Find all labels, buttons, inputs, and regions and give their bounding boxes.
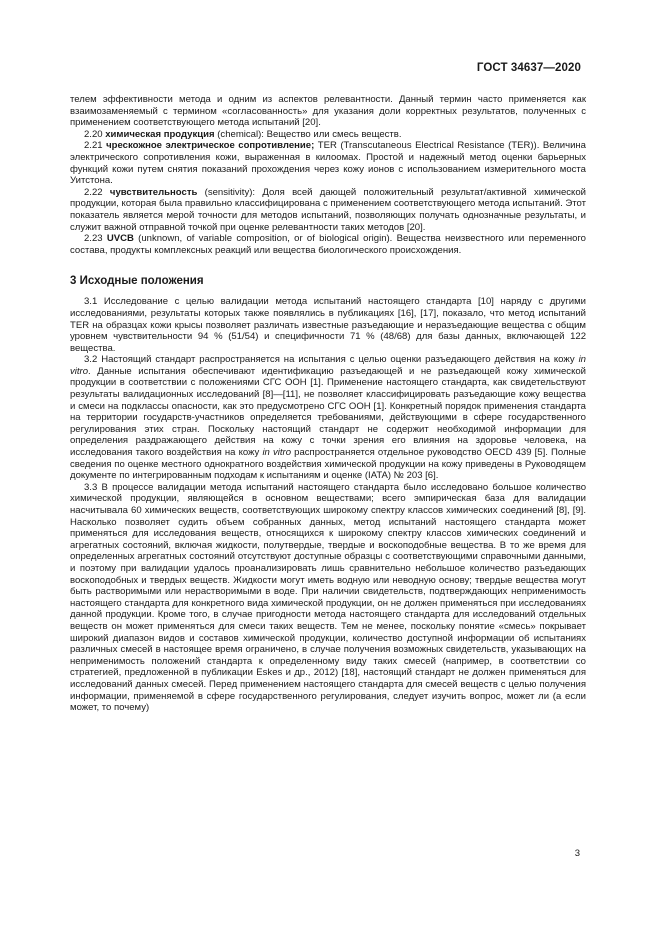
paragraph-3-1: 3.1 Исследование с целью валидации метода испытаний настоящего стандарта [10] наряду с другими исследованиями, результаты которых также появлялись в публикациях [16], [17], показало, что метод испытаний TER на образцах кожи крысы позволяет различать известные разъедающие и неразъедающие вещества с общим уровнем чувствительности 94 % (51/54) и специфичности 71 % (48/68) для базы данных, включающей 122 вещества. — [70, 296, 586, 354]
definition-text: (chemical): Вещество или смесь веществ. — [214, 128, 402, 140]
italic-term: in vitro — [262, 447, 292, 459]
paragraph-text: распространяется отдельное руководство OECD 439 [5]. Полные сведения по оценке местного однократного воздействия химической продукции на кожу приведены в Руководящем документе по интегрированным подходам к испытаниям и оценке (IATA) № 203 [6]. — [70, 447, 586, 482]
paragraph-text: . Данные испытания обеспечивают идентификацию разъедающей и не разъедающей кожу химической продукции в соответствии с положениями СГС ООН [1]. Применение настоящего стандарта, как свидетельствуют результаты валидационных исследований [8]—[11], не позволяет классифицировать разъедающие кожу вещества и смеси на подклассы опасности, как это предусмотрено СГС ООН [1]. Конкретный порядок применения стандарта на территории государств-участников определяется требованиями, действующими в сфере государственного регулирования этих стран. Поскольку настоящий стандарт не содержит необходимой информации для определения раздражающего действия на кожу с точки зрения его влияния на здоровье человека, на исследования такого воздействия на кожу — [70, 365, 586, 459]
definition-text: TER (Transcutaneous Electrical Resistance (TER)). Величина электрического сопротивления кожи, выраженная в килоомах. Простой и надежный метод оценки барьерных функций кожи путем снятия показаний прохождения через кожу ионов с использованием измерительного моста Уитстона. — [70, 140, 586, 187]
standard-header: ГОСТ 34637—2020 — [476, 62, 581, 74]
definition-number: 2.20 — [84, 128, 103, 140]
definition-2-21 — [70, 140, 586, 186]
paragraph-3-3: 3.3 В процессе валидации метода испытаний настоящего стандарта было исследовано большое количество химической продукции, являющейся в основном веществами; всего эмпирическая база для валидации насчитывала 60 химических веществ, соответствующих широкому спектру классов химических соединений [8], [9]. Насколько позволяет судить объем собранных данных, метод испытаний настоящего стандарта может применяться для исследования веществ, относящихся к широкому спектру классов химических соединений и агрегатных состояний, включая жидкости, полутвердые, твердые и воскоподобные вещества. В то же время для определенных агрегатных состояний отсутствуют доступные образцы с соответствующими справочными данными, и поэтому при валидации удалось проанализировать лишь сравнительно небольшое количество разъедающих воскоподобных и твердых веществ. Жидкости могут иметь водную или неводную основу; твердые вещества могут быть растворимыми или нерастворимыми в воде. При наличии свидетельств, подтверждающих неприменимость настоящего стандарта для конкретного вида химической продукции, он не должен применяться при исследованиях данной продукции. Кроме того, в случае пригодности метода настоящего стандарта для исследований отдельных веществ он может применяться для смеси таких веществ. Тем не менее, поскольку понятие «смесь» покрывает широкий диапазон видов и составов химической продукции, количество доступной информации об испытаниях различных смесей в настоящее время ограничено, в случае получения возможных свидетельств, указывающих на неприменимость положений стандарта к определенному виду таких смесей (например, в соответствии со стратегией, предложенной в публикации Eskes и др., 2012) [18], настоящий стандарт не должен применяться для исследований данных смесей. Перед применением настоящего стандарта для смесей веществ с целью получения информации, применяемой в сфере государственного регулирования, следует изучить вопрос, может ли (а если может, то почему) — [70, 481, 586, 714]
definition-term: UVCB — [106, 233, 134, 245]
definition-number: 2.22 — [84, 186, 103, 198]
definition-number: 2.23 — [84, 233, 103, 245]
paragraph-text: 3.2 Настоящий стандарт распространяется на испытания с целью оценки разъедающего действия на кожу — [84, 354, 579, 366]
definition-2-20 — [70, 129, 586, 141]
section-title: 3 Исходные положения — [70, 275, 204, 288]
definition-2-23 — [70, 233, 586, 256]
definition-2-22 — [70, 187, 586, 233]
definition-term: чувствительность — [109, 186, 198, 198]
italic-term: in vitro — [70, 354, 586, 377]
paragraph-3-2 — [70, 354, 586, 482]
definition-term: чрескожное электрическое сопротивление; — [106, 140, 315, 152]
definition-text: (sensitivity): Доля всей дающей положительный результат/активной химической продукции, которая была правильно классифицирована с применением соответствующего метода испытаний. Этот показатель является мерой точности для методов испытаний, позволяющих получать однозначные результаты, и служит важной отправной точкой при оценке релевантности таких методов [20]. — [70, 186, 586, 233]
definition-text: (unknown, of variable composition, or of biological origin). Вещества неизвестного или переменного состава, продукты комплексных реакций или вещества биологического происхождения. — [70, 233, 586, 256]
page-number: 3 — [574, 848, 580, 859]
definitions-continuation: телем эффективности метода и одним из аспектов релевантности. Данный термин часто применяется как взаимозаменяемый с термином «согласованность» для указания доли корректных результатов, полученных с применением соответствующего метода испытаний [20]. — [70, 94, 586, 129]
definition-term: химическая продукция — [105, 128, 215, 140]
definition-number: 2.21 — [84, 140, 103, 152]
page-content — [70, 94, 586, 714]
